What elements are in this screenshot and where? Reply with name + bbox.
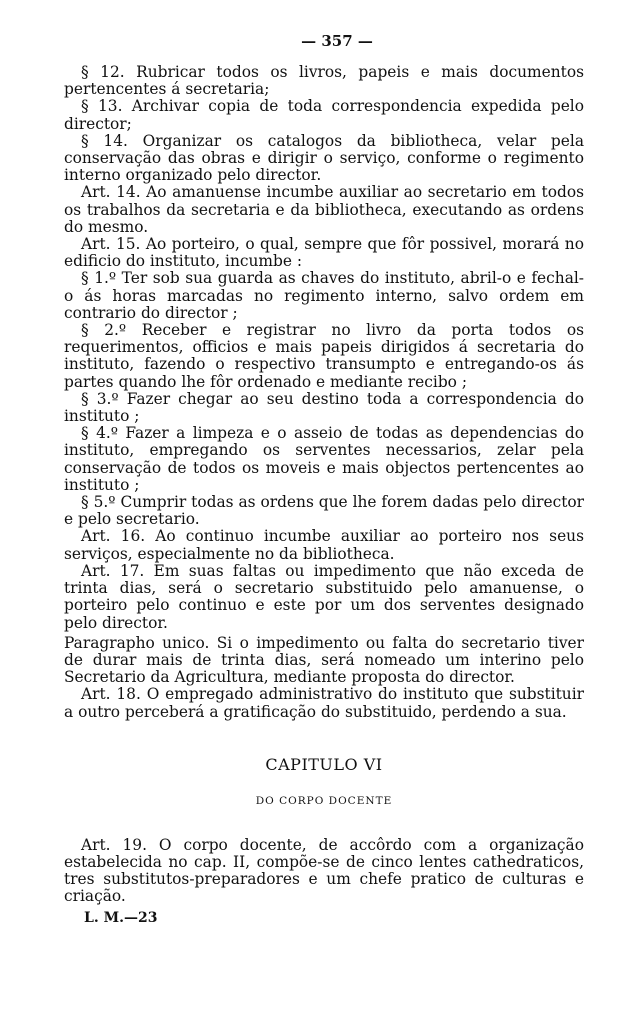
document-page <box>64 32 584 926</box>
paragraph-s13: § 13. Archivar copia de toda correspondencia expedida pelo director; <box>64 97 584 133</box>
paragraph-s3: § 3.º Fazer chegar ao seu destino toda a correspondencia do instituto ; <box>64 389 584 426</box>
signature-mark: L. M.—23 <box>84 909 158 926</box>
paragraph-art15: Art. 15. Ao porteiro, o qual, sempre que fôr possivel, morará no edificio do instituto, incumbe : <box>64 235 584 271</box>
paragraph-s2: § 2.º Receber e registrar no livro da porta todos os requerimentos, officios e mais papeis dirigidos á secretaria do instituto, fazendo o respectivo transumpto e entregando-os ás partes quando lhe fôr ordenado e mediante recibo ; <box>64 321 584 391</box>
paragraph-s5: § 5.º Cumprir todas as ordens que lhe forem dadas pelo director e pelo secretario. <box>64 493 584 529</box>
paragraph-s1: § 1.º Ter sob sua guarda as chaves do instituto, abril-o e fechal-o ás horas marcadas no regimento interno, salvo ordem em contrario do director ; <box>64 269 584 322</box>
paragraph-unico: Paragrapho unico. Si o impedimento ou falta do secretario tiver de durar mais de trinta dias, será nomeado um interino pelo Secretario da Agricultura, mediante proposta do director. <box>64 633 584 687</box>
paragraph-art16: Art. 16. Ao continuo incumbe auxiliar ao porteiro nos seus serviços, especialmente no da bibliotheca. <box>64 527 584 563</box>
paragraph-art17: Art. 17. Em suas faltas ou impedimento que não exceda de trinta dias, será o secretario substituido pelo amanuense, o porteiro pelo continuo e este por um dos serventes designado pelo director. <box>64 561 584 632</box>
paragraph-art18: Art. 18. O empregado administrativo do instituto que substituir a outro perceberá a gratificação do substituido, perdendo a sua. <box>64 685 584 721</box>
paragraph-s4: § 4.º Fazer a limpeza e o asseio de todas as dependencias do instituto, empregando os serventes necessarios, zelar pela conservação de todos os moveis e mais objectos pertencentes ao instituto ; <box>64 424 584 494</box>
paragraph-art14: Art. 14. Ao amanuense incumbe auxiliar ao secretario em todos os trabalhos da secretaria e da bibliotheca, executando as ordens do mesmo. <box>64 183 584 236</box>
paragraph-s12: § 12. Rubricar todos os livros, papeis e mais documentos pertencentes á secretaria; <box>64 63 584 99</box>
chapter-title: CAPITULO VI <box>265 754 383 774</box>
paragraph-art19: Art. 19. O corpo docente, de accôrdo com a organização estabelecida no cap. II, compõe-se de cinco lentes cathedraticos, tres substitutos-preparadores e um chefe pratico de culturas e criação. <box>64 835 584 906</box>
page-number: — 357 — <box>301 32 373 50</box>
article-body <box>64 64 584 721</box>
section-title: DO CORPO DOCENTE <box>255 794 393 807</box>
paragraph-s14: § 14. Organizar os catalogos da bibliotheca, velar pela conservação das obras e dirigir o serviço, conforme o regimento interno organizado pelo director. <box>64 131 584 185</box>
